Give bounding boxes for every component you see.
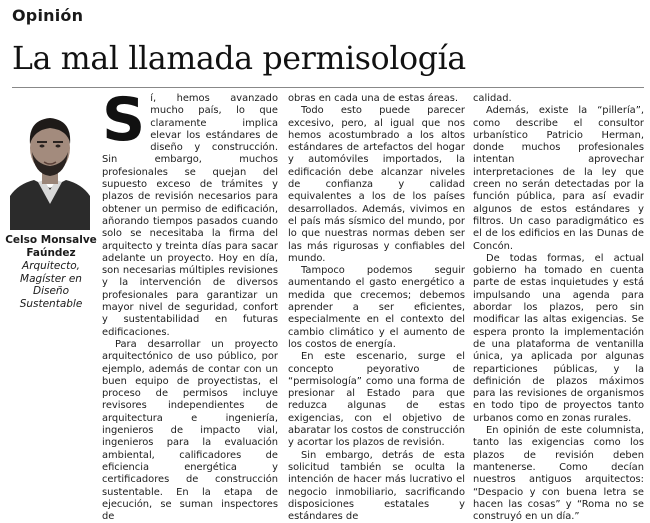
paragraph: De todas formas, el actual gobierno ha tomado en cuenta parte de estas inquietudes y está impulsando una agenda para abordar los plazos, pero sin modificar las altas exigencias. Se espera pronto la implementación de una plataforma de ventanilla única, ya aplicada por algunas reparticiones públicas, y la definición de plazos máximos para las revisiones de organismos en todo tipo de proyectos tanto urbanos como en zonas rurales. xyxy=(473,252,644,424)
paragraph: calidad. xyxy=(473,93,512,104)
author-name: Celso Monsalve Faúndez xyxy=(5,234,97,259)
headline: La mal llamada permisología xyxy=(12,41,466,77)
column-1 xyxy=(102,85,278,523)
paragraph: Todo esto puede parecer excesivo, pero, al igual que nos hemos acostumbrado a los altos estándares de artefactos del hogar y automóviles importados, la edificación debe alcanzar niveles de confianza y calidad equivalentes a los de los países desarrollados. Además, vivimos en el país más sísmico del mundo, por lo que nuestras normas deben ser las más rigurosas y confiables del mundo. xyxy=(288,105,465,264)
author-portrait-image xyxy=(10,100,90,230)
paragraph: Para desarrollar un proyecto arquitectónico de uso público, por ejemplo, además de contar con un buen equipo de proyectistas, el proceso de permisos incluye revisores independientes de arquitectura e ingeniería, ingenieros de impacto vial, ingenieros para la evaluación ambiental, calificadores de eficiencia energética y certificadores de construcción sustentable. En la etapa de ejecución, se suman inspectores de xyxy=(102,338,278,523)
author-byline xyxy=(2,234,100,310)
author-role: Arquitecto, Magíster en Diseño Sustentable xyxy=(19,260,83,310)
paragraph: Sin embargo, detrás de esta solicitud también se oculta la intención de hacer más lucrativo el negocio inmobiliario, sacrificando disposiciones estatales y estándares de xyxy=(288,449,465,523)
column-3 xyxy=(473,93,644,523)
paragraph: Además, existe la “pillería”, como describe el consultor urbanístico Patricio Herman, donde muchos profesionales intentan aprovechar interpretaciones de la ley que creen no serán detectadas por la función pública, para así evadir algunos de estos estándares y filtros. Un caso paradigmático es el de los edificios en las Dunas de Concón. xyxy=(473,105,644,252)
author-photo xyxy=(10,100,90,230)
paragraph xyxy=(102,85,278,339)
column-2 xyxy=(288,93,465,523)
section-label: Opinión xyxy=(12,6,84,25)
paragraph: obras en cada una de estas áreas. xyxy=(288,93,459,104)
paragraph-text: í, hemos avanzado mucho país, lo que claramente implica elevar los estándares de diseño y construcción. Sin embargo, muchos profesionales se quejan del supuesto exceso de trámites y plazos de revisión necesarios para obtener un permiso de edificación, añorando tiempos pasados cuando solo se necesitaba la firma del arquitecto y treinta días para sacar adelante un proyecto. Hoy en día, son necesarias múltiples revisiones y la intervención de diversos profesionales para garantizar un mayor nivel de seguridad, confort y sustentabilidad en futuras edificaciones. xyxy=(102,93,278,338)
paragraph: En este escenario, surge el concepto peyorativo de “permisología” como una forma de presionar al Estado para que reduzca algunas de estas exigencias, con el objetivo de abaratar los costos de construcción y acortar los plazos de revisión. xyxy=(288,351,465,449)
drop-cap: S xyxy=(102,85,146,155)
paragraph: Tampoco podemos seguir aumentando el gasto energético a medida que crecemos; debemos aprender a ser eficientes, especialmente en el contexto del cambio climático y el aumento de los costos de energía. xyxy=(288,265,465,350)
paragraph: En opinión de este columnista, tanto las exigencias como los plazos de revisión deben mantenerse. Como decían nuestros antiguos arquitectos: “Despacio y con buena letra se hacen las cosas” y “Roma no se construyó en un día.” xyxy=(473,425,644,523)
